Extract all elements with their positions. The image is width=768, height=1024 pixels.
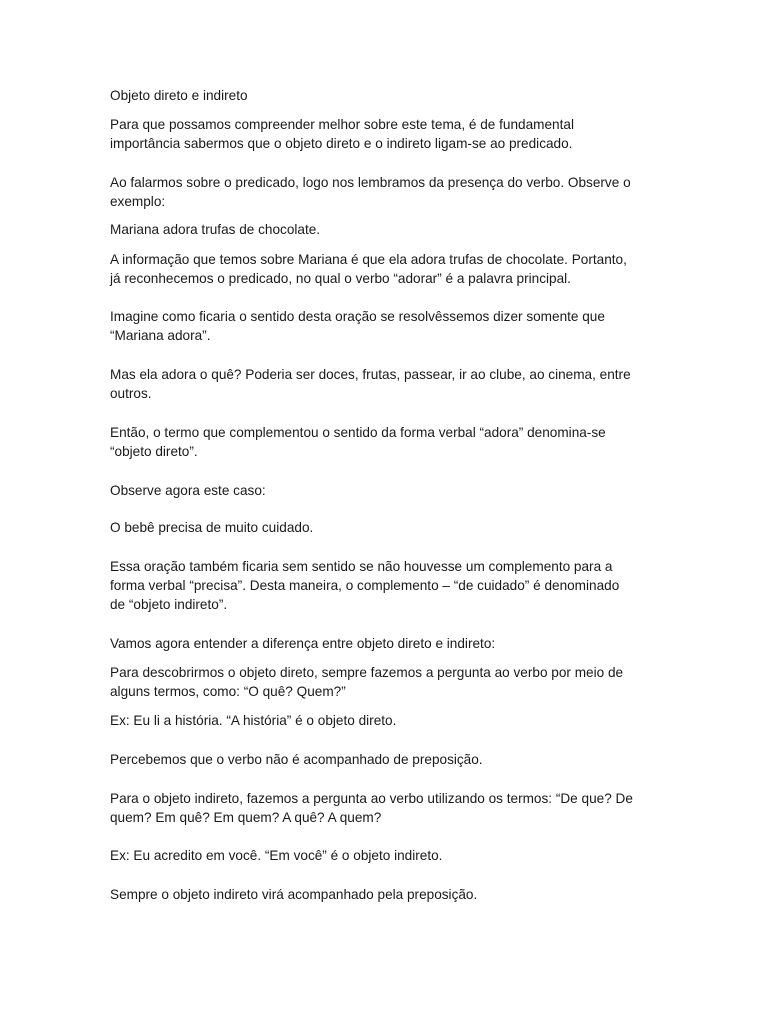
document-title: Objeto direto e indireto <box>110 88 248 103</box>
example-sentence: Mariana adora trufas de chocolate. <box>110 222 321 237</box>
paragraph: Para o objeto indireto, fazemos a pergunta ao verbo utilizando os termos: “De que? De quem? Em quê? Em quem? A quê? A quem? <box>110 791 633 825</box>
example-sentence: Ex: Eu acredito em você. “Em você” é o objeto indireto. <box>110 848 443 863</box>
paragraph: Ao falarmos sobre o predicado, logo nos lembramos da presença do verbo. Observe o exemplo: <box>110 175 631 209</box>
example-sentence: Ex: Eu li a história. “A história” é o objeto direto. <box>110 713 397 728</box>
paragraph: Para descobrirmos o objeto direto, sempre fazemos a pergunta ao verbo por meio de alguns termos, como: “O quê? Quem?” <box>110 665 624 699</box>
paragraph: Observe agora este caso: <box>110 483 266 498</box>
paragraph: A informação que temos sobre Mariana é que ela adora trufas de chocolate. Portanto, já reconhecemos o predicado, no qual o verbo “adorar” é a palavra principal. <box>110 252 627 286</box>
paragraph: Imagine como ficaria o sentido desta oração se resolvêssemos dizer somente que “Mariana adora”. <box>110 309 605 343</box>
paragraph: Percebemos que o verbo não é acompanhado de preposição. <box>110 752 483 767</box>
paragraph: Essa oração também ficaria sem sentido se não houvesse um complemento para a forma verbal “precisa”. Desta maneira, o complemento – “de cuidado” é denominado de “objeto indireto”. <box>110 559 620 612</box>
paragraph: Vamos agora entender a diferença entre objeto direto e indireto: <box>110 636 496 651</box>
paragraph: Mas ela adora o quê? Poderia ser doces, frutas, passear, ir ao clube, ao cinema, entre outros. <box>110 367 631 401</box>
paragraph: Para que possamos compreender melhor sobre este tema, é de fundamental importância sabermos que o objeto direto e o indireto ligam-se ao predicado. <box>110 117 574 151</box>
paragraph: Sempre o objeto indireto virá acompanhado pela preposição. <box>110 887 478 902</box>
example-sentence: O bebê precisa de muito cuidado. <box>110 520 314 535</box>
paragraph: Então, o termo que complementou o sentido da forma verbal “adora” denomina-se “objeto direto”. <box>110 425 606 459</box>
